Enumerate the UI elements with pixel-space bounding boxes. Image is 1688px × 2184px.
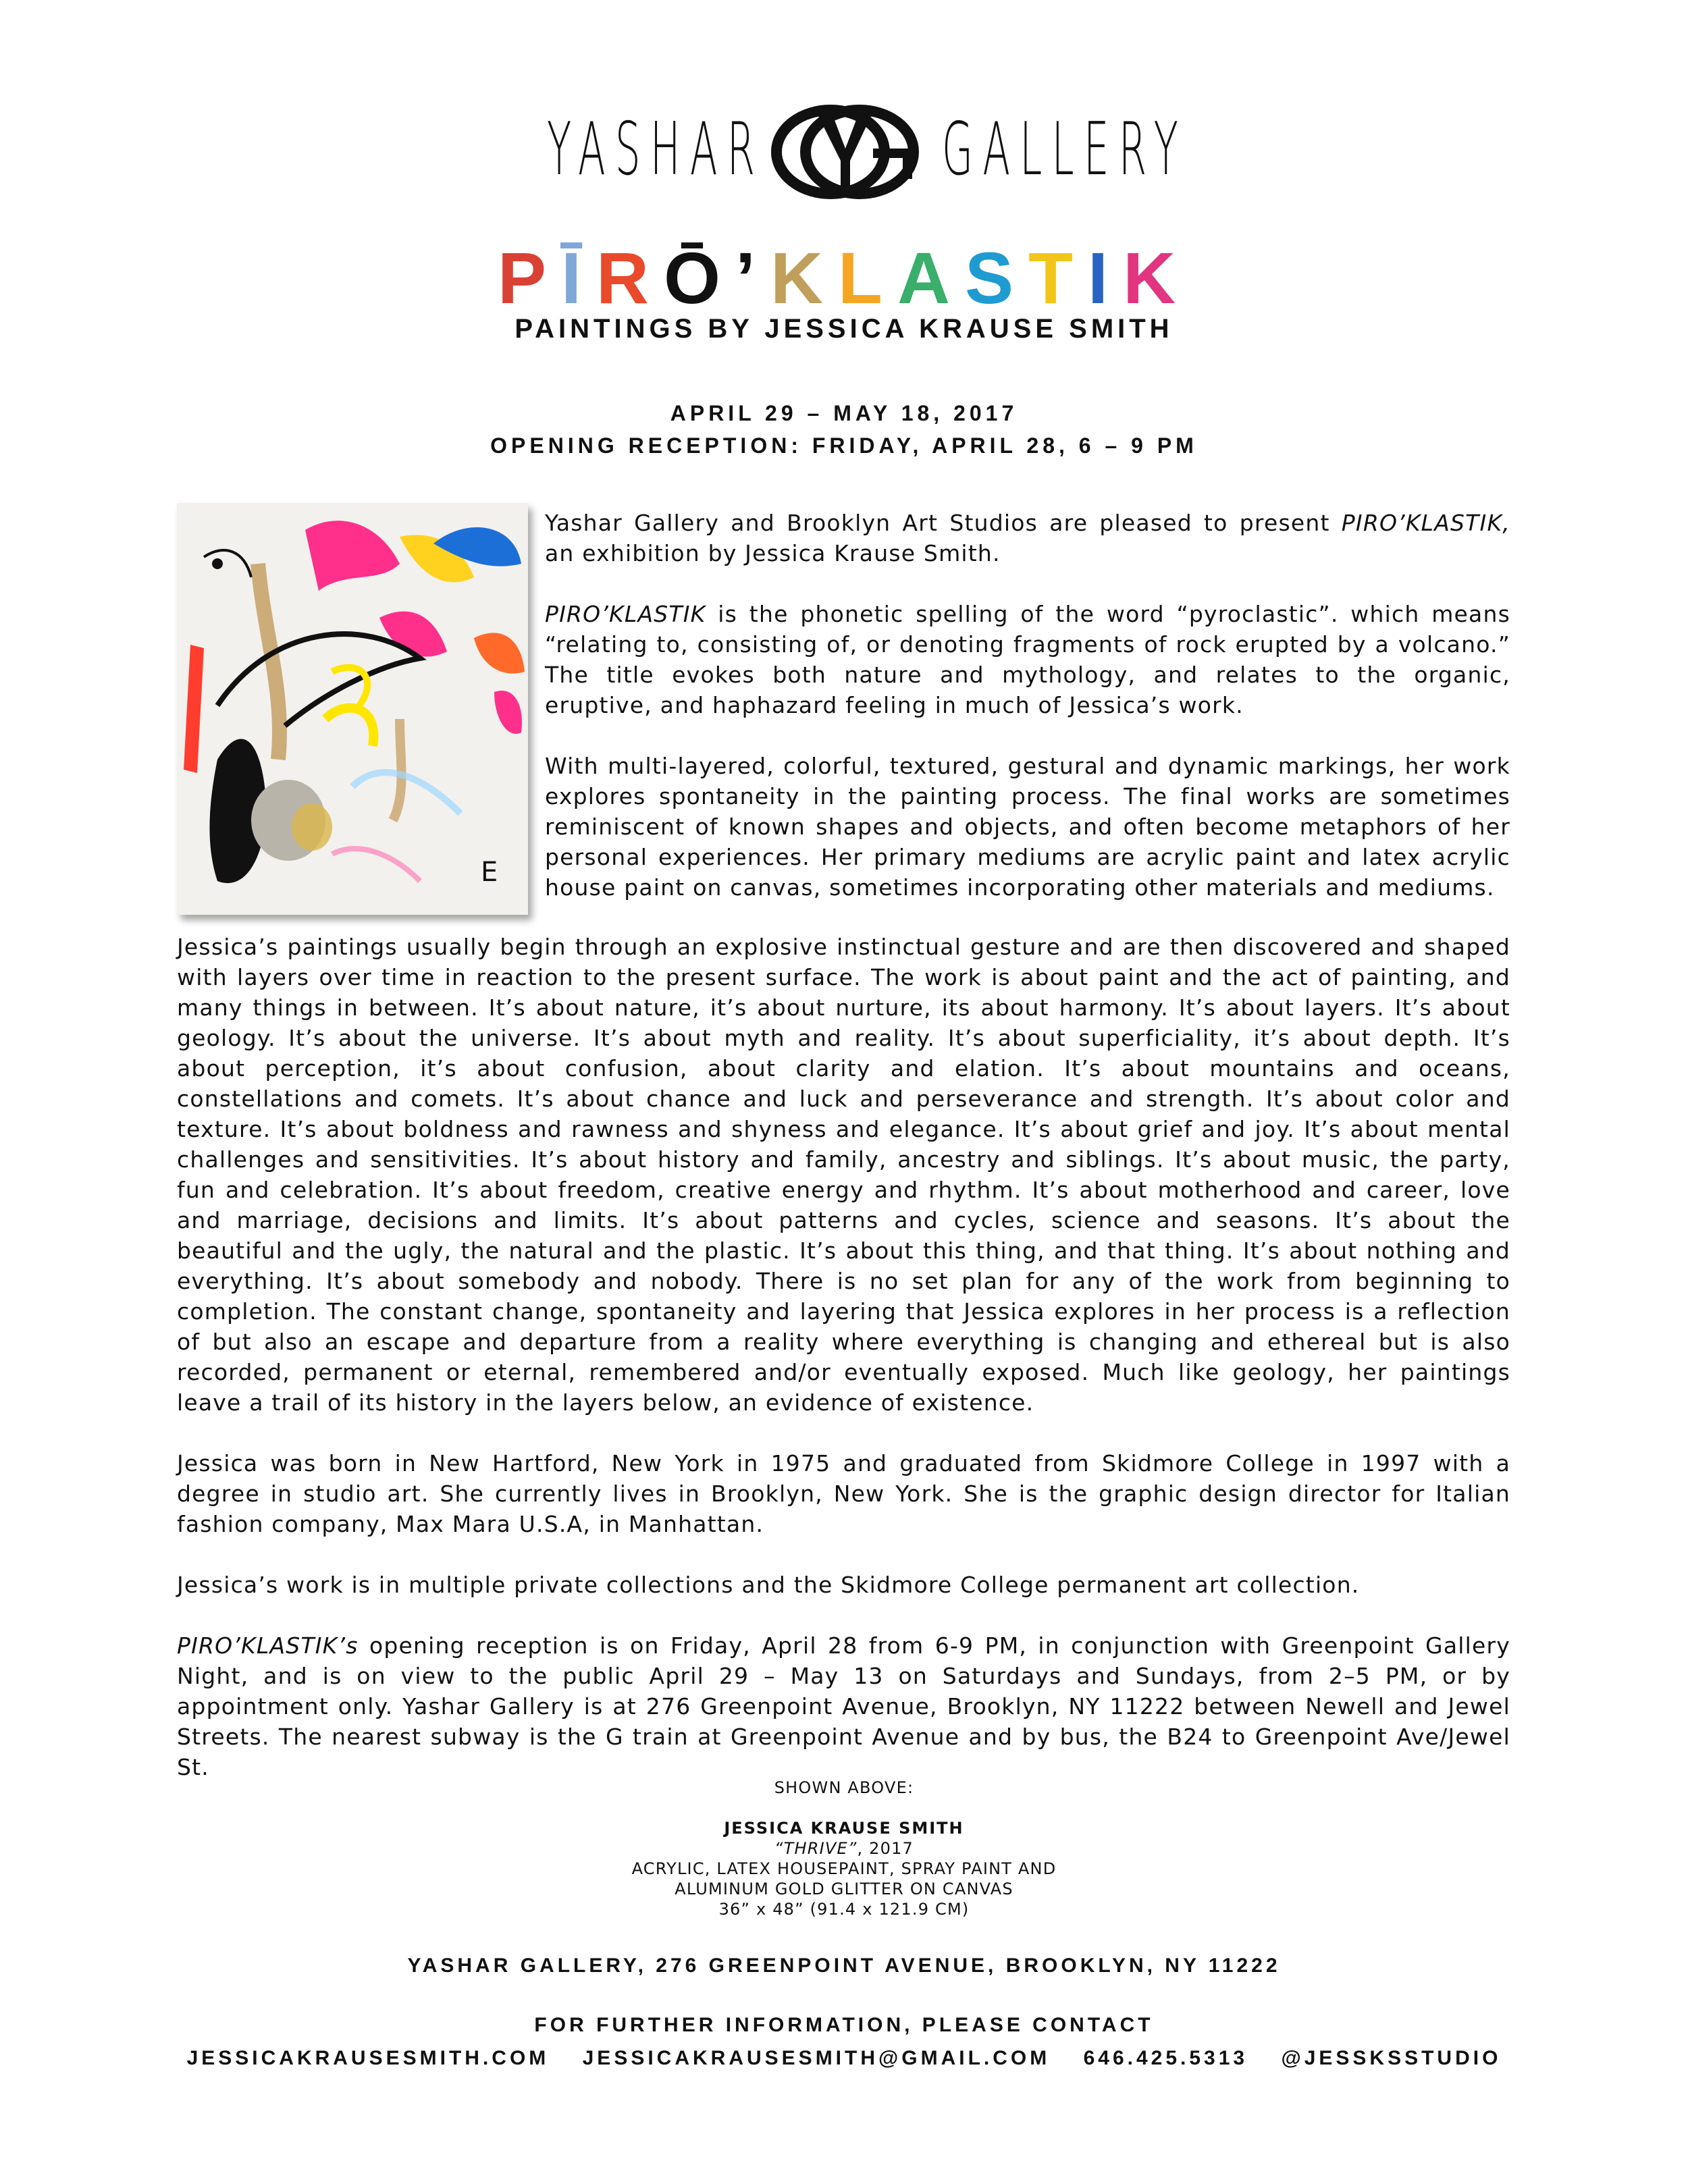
main-text [177, 932, 1510, 1813]
title-letter: K [1123, 237, 1191, 319]
contact-website-link[interactable]: JESSICAKRAUSESMITH.COM [186, 2047, 550, 2069]
gallery-logo [0, 101, 1688, 203]
contact-email-link[interactable]: JESSICAKRAUSESMITH@GMAIL.COM [582, 2047, 1051, 2069]
caption-medium-line-2: ALUMINUM GOLD GLITTER ON CANVAS [675, 1880, 1013, 1898]
contact-phone[interactable]: 646.425.5313 [1083, 2047, 1248, 2069]
title-letter: P [497, 237, 561, 319]
exhibition-title [0, 236, 1688, 320]
intro-paragraph-2: PIRO’KLASTIK is the phonetic spelling of the word “pyroclastic”. which means “relating to, consisting of, or denoting fragments of rock erupted by a volcano.” The title evokes both nature and mythology, and relates to the organic, eruptive, and haphazard feeling in much of Jessica’s work. [545, 601, 1510, 718]
title-letter: Ī [560, 237, 596, 319]
caption-shown-above: SHOWN ABOVE: [774, 1778, 914, 1797]
body-paragraph-process: Jessica’s paintings usually begin through an explosive instinctual gesture and are then discovered and shaped with layers over time in reaction to the present surface. The work is about paint and the act of painting, and many things in between. It’s about nature, it’s about nurture, its about harmony. It’s about layers. It’s about geology. It’s about the universe. It’s about myth and reality. It’s about superficiality, it’s about depth. It’s about perception, it’s about confusion, about clarity and elation. It’s about mountains and oceans, constellations and comets. It’s about chance and luck and perseverance and strength. It’s about color and texture. It’s about boldness and rawness and shyness and elegance. It’s about grief and joy. It’s about mental challenges and sensitivities. It’s about history and family, ancestry and siblings. It’s about music, the party, fun and celebration. It’s about freedom, creative energy and rhythm. It’s about motherhood and career, love and marriage, decisions and limits. It’s about patterns and cycles, science and seasons. It’s about the beautiful and the ugly, the natural and the plastic. It’s about this thing, and that thing. It’s about nothing and everything. It’s about somebody and nobody. There is no set plan for any of the work from beginning to completion. The constant change, spontaneity and layering that Jessica explores in her process is a reflection of but also an escape and departure from a reality where everything is changing and ethereal but is also recorded, permanent or eternal, remembered and/or eventually exposed. Much like geology, her paintings leave a trail of its history in the layers below, an evidence of existence. [177, 934, 1510, 1416]
title-letter: L [838, 237, 898, 319]
contact-details [0, 2047, 1688, 2070]
exhibition-dates: APRIL 29 – MAY 18, 2017 [670, 401, 1018, 425]
logo-word-left: YASHAR [547, 107, 765, 192]
yg-monogram-icon [760, 101, 928, 203]
caption-medium-line-1: ACRYLIC, LATEX HOUSEPAINT, SPRAY PAINT AND [631, 1859, 1057, 1878]
contact-heading: FOR FURTHER INFORMATION, PLEASE CONTACT [534, 2014, 1154, 2036]
artwork-caption [0, 1778, 1688, 1919]
body-paragraph-biography: Jessica was born in New Hartford, New York in 1975 and graduated from Skidmore College in 1997 with a degree in studio art. She currently lives in Brooklyn, New York. She is the graphic design director for Italian fashion company, Max Mara U.S.A, in Manhattan. [177, 1450, 1510, 1537]
exhibition-dates-block [0, 397, 1688, 462]
logo-mark-text: YG [760, 101, 761, 102]
title-letter: R [596, 237, 664, 319]
title-letter: S [965, 237, 1029, 319]
intro-text [545, 508, 1510, 933]
caption-dimensions: 36” x 48” (91.4 x 121.9 CM) [718, 1900, 970, 1919]
caption-title-line [0, 1838, 1688, 1859]
caption-year: , 2017 [857, 1839, 914, 1858]
intro-paragraph-1: Yashar Gallery and Brooklyn Art Studios are pleased to present PIRO’KLASTIK, an exhibition by Jessica Krause Smith. [545, 510, 1510, 566]
caption-work-title: “THRIVE” [774, 1839, 858, 1858]
title-letter: A [897, 237, 966, 319]
contact-social-handle[interactable]: @JESSKSSTUDIO [1281, 2047, 1502, 2069]
logo-word-right: GALLERY [942, 107, 1188, 192]
opening-reception: OPENING RECEPTION: FRIDAY, APRIL 28, 6 – 9 PM [490, 433, 1198, 458]
exhibition-subtitle: PAINTINGS BY JESSICA KRAUSE SMITH [515, 314, 1173, 344]
title-letter: ’ [735, 237, 771, 319]
title-letter: K [770, 237, 839, 319]
caption-artist: JESSICA KRAUSE SMITH [724, 1819, 964, 1838]
title-letter: T [1028, 237, 1088, 319]
body-paragraph-visiting: PIRO’KLASTIK’s opening reception is on Friday, April 28 from 6-9 PM, in conjunction with Greenpoint Gallery Night, and is on view to the public April 29 – May 13 on Saturdays and Sundays, from 2–5 PM, or by appointment only. Yashar Gallery is at 276 Greenpoint Avenue, Brooklyn, NY 11222 between Newell and Jewel Streets. The nearest subway is the G train at Greenpoint Avenue and by bus, the B24 to Greenpoint Ave/Jewel St. [177, 1632, 1510, 1780]
intro-paragraph-3: With multi-layered, colorful, textured, gestural and dynamic markings, her work explores spontaneity in the painting process. The final works are sometimes reminiscent of known shapes and objects, and often become metaphors of her personal experiences. Her primary mediums are acrylic paint and latex acrylic house paint on canvas, sometimes incorporating other materials and mediums. [545, 753, 1510, 901]
title-letter: I [1088, 237, 1124, 319]
body-paragraph-collections: Jessica’s work is in multiple private collections and the Skidmore College permanent art collection. [177, 1572, 1360, 1598]
artwork-image-thrive [177, 503, 528, 915]
gallery-address: YASHAR GALLERY, 276 GREENPOINT AVENUE, BROOKLYN, NY 11222 [407, 1954, 1281, 1977]
title-letter: Ō [664, 237, 736, 319]
svg-text:E: E [481, 857, 498, 888]
